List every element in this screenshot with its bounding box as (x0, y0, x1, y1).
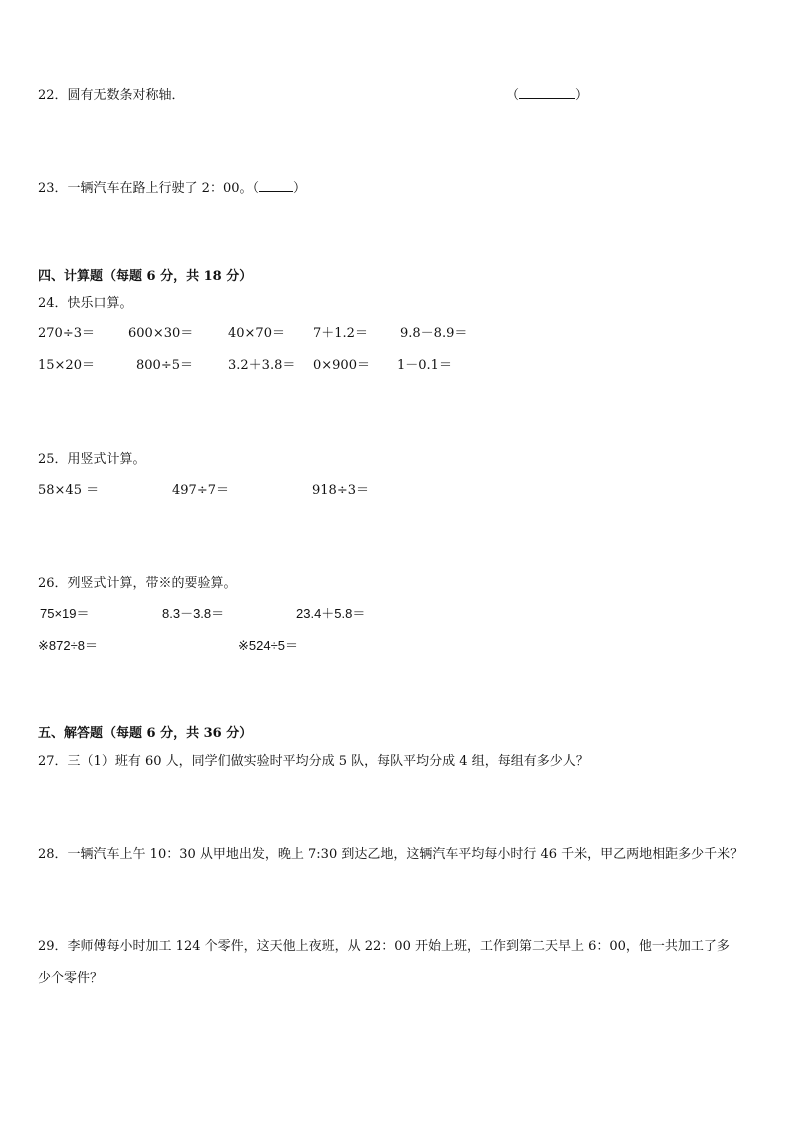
oral-calc-item: 800÷5＝ (136, 358, 193, 373)
vertical-calc-item: 918÷3＝ (312, 483, 369, 498)
question-28-text: 28．一辆汽车上午 10：30 从甲地出发，晚上 7:30 到达乙地，这辆汽车平均每小时行 46 千米，甲乙两地相距多少千米？ (38, 847, 744, 862)
section-5-heading: 五、解答题（每题 6 分，共 36 分） (38, 726, 253, 741)
oral-calc-item: 9.8－8.9＝ (400, 326, 468, 341)
vertical-calc-item: ※524÷5＝ (238, 638, 298, 653)
answer-blank[interactable] (519, 86, 575, 99)
question-29-line-2: 少个零件？ (38, 971, 104, 986)
oral-calc-item: 0×900＝ (313, 358, 370, 373)
answer-blank[interactable] (259, 179, 293, 192)
question-24-title: 24．快乐口算。 (38, 296, 133, 311)
vertical-calc-item: ※872÷8＝ (38, 638, 98, 653)
question-23-text: 23．一辆汽车在路上行驶了 2：00。（ (38, 181, 259, 196)
question-22-answer (506, 84, 588, 103)
question-22-text: 22．圆有无数条对称轴． (38, 88, 185, 103)
vertical-calc-item: 58×45 ＝ (38, 483, 100, 498)
question-26-title: 26．列竖式计算，带※的要验算。 (38, 576, 237, 591)
oral-calc-item: 7＋1.2＝ (313, 326, 368, 341)
question-29-line-1: 29．李师傅每小时加工 124 个零件，这天他上夜班，从 22：00 开始上班，工作到第二天早上 6：00，他一共加工了多 (38, 939, 730, 954)
oral-calc-item: 40×70＝ (228, 326, 285, 341)
vertical-calc-item: 75×19＝ (40, 606, 90, 621)
vertical-calc-item: 497÷7＝ (172, 483, 229, 498)
paren-open: （ (506, 88, 520, 103)
paren-close: ） (293, 181, 307, 196)
oral-calc-item: 3.2＋3.8＝ (228, 358, 296, 373)
question-22 (38, 84, 185, 103)
oral-calc-item: 270÷3＝ (38, 326, 95, 341)
oral-calc-item: 1－0.1＝ (397, 358, 452, 373)
question-23 (38, 177, 306, 196)
paren-close: ） (575, 88, 589, 103)
question-25-title: 25．用竖式计算。 (38, 452, 146, 467)
section-4-heading: 四、计算题（每题 6 分，共 18 分） (38, 269, 253, 284)
vertical-calc-item: 8.3－3.8＝ (162, 606, 225, 621)
vertical-calc-item: 23.4＋5.8＝ (296, 606, 366, 621)
question-27-text: 27．三（1）班有 60 人，同学们做实验时平均分成 5 队，每队平均分成 4 组，每组有多少人？ (38, 754, 589, 769)
oral-calc-item: 15×20＝ (38, 358, 95, 373)
oral-calc-item: 600×30＝ (128, 326, 194, 341)
